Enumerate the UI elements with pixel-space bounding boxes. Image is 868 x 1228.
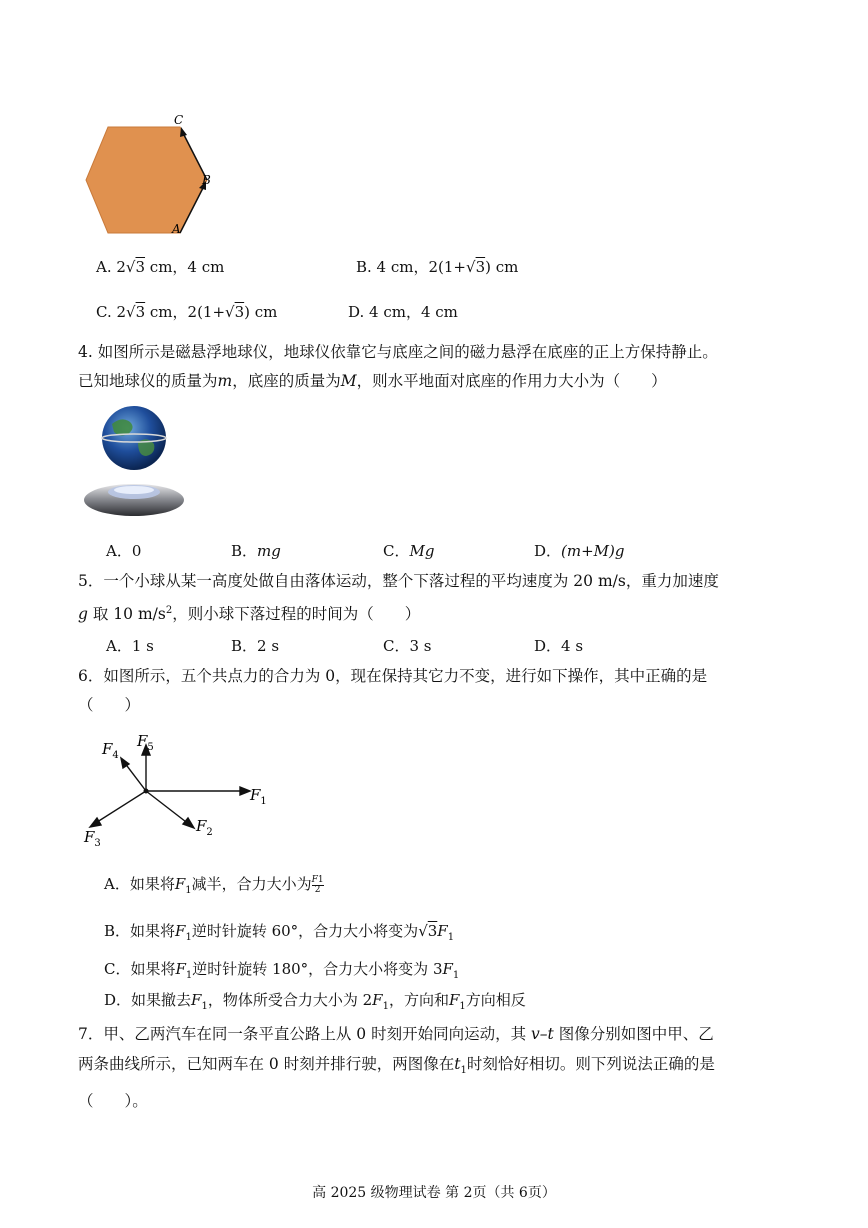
- force-label-f1: $F_1$: [250, 786, 267, 807]
- q3-option-d: D. 4 cm，4 cm: [348, 303, 458, 321]
- q7-stem: 7．甲、乙两汽车在同一条平直公路上从 0 时刻开始同向运动，其 v–t 图像分别如图中甲、乙 两条曲线所示，已知两车在 0 时刻并排行驶，两图像在$t_1$时刻恰好相切。则下列说法正确的是 （ ）。: [78, 1025, 715, 1111]
- q3-option-a: A. 2√3 cm，4 cm: [96, 258, 225, 276]
- q5-stem: 5．一个小球从某一高度处做自由落体运动，整个下落过程的平均速度为 20 m/s，重力加速度 g 取 10 $m/s^2$，则小球下落过程的时间为（ ）: [78, 572, 719, 624]
- q4-option-a: A．0: [106, 542, 142, 560]
- q3-option-c: C. 2√3 cm，2(1+√3) cm: [96, 303, 278, 321]
- q6-option-d: D．如果撤去$F_1$，物体所受合力大小为 $2F_1$，方向和$F_1$方向相反: [104, 991, 526, 1012]
- q6-option-c: C．如果将$F_1$逆时针旋转 180°，合力大小将变为 $3F_1$: [104, 960, 460, 981]
- hexagon-figure: [80, 108, 220, 238]
- force-label-f2: $F_2$: [196, 817, 213, 838]
- q4-option-d: D．(m+M)g: [534, 542, 625, 560]
- globe: [102, 406, 166, 470]
- point-label-a: A: [172, 222, 181, 236]
- q4-option-c: C．Mg: [383, 542, 435, 560]
- q5-option-c: C．3 s: [383, 637, 432, 655]
- q5-option-a: A．1 s: [106, 637, 154, 655]
- force-label-f3: $F_3$: [84, 828, 101, 849]
- q5-option-d: D．4 s: [534, 637, 584, 655]
- page-footer: 高 2025 级物理试卷 第 2页（共 6页）: [312, 1185, 556, 1201]
- q5-option-b: B．2 s: [231, 637, 280, 655]
- q4-stem: 4. 如图所示是磁悬浮地球仪，地球仪依靠它与底座之间的磁力悬浮在底座的正上方保持静止。 已知地球仪的质量为m，底座的质量为M，则水平地面对底座的作用力大小为（ ）: [78, 343, 718, 390]
- levitating-globe-figure: [82, 402, 192, 527]
- q6-option-a: A．如果将$F_1$减半，合力大小为 $\frac{F1}{2}$: [104, 874, 324, 896]
- q4-option-b: B．mg: [231, 542, 281, 560]
- force-label-f4: $F_4$: [102, 740, 119, 761]
- point-label-b: B: [202, 173, 211, 187]
- q6-stem: 6．如图所示，五个共点力的合力为 0，现在保持其它力不变，进行如下操作，其中正确的是 （ ）: [78, 667, 708, 714]
- force-label-f5: $F_5$: [137, 732, 154, 753]
- q3-option-b: B. 4 cm，2(1+√3) cm: [356, 258, 519, 276]
- q6-option-b: B．如果将$F_1$逆时针旋转 60°，合力大小将变为$√3F_1$: [104, 922, 455, 943]
- forces-figure: [80, 728, 280, 858]
- point-label-c: C: [174, 113, 184, 127]
